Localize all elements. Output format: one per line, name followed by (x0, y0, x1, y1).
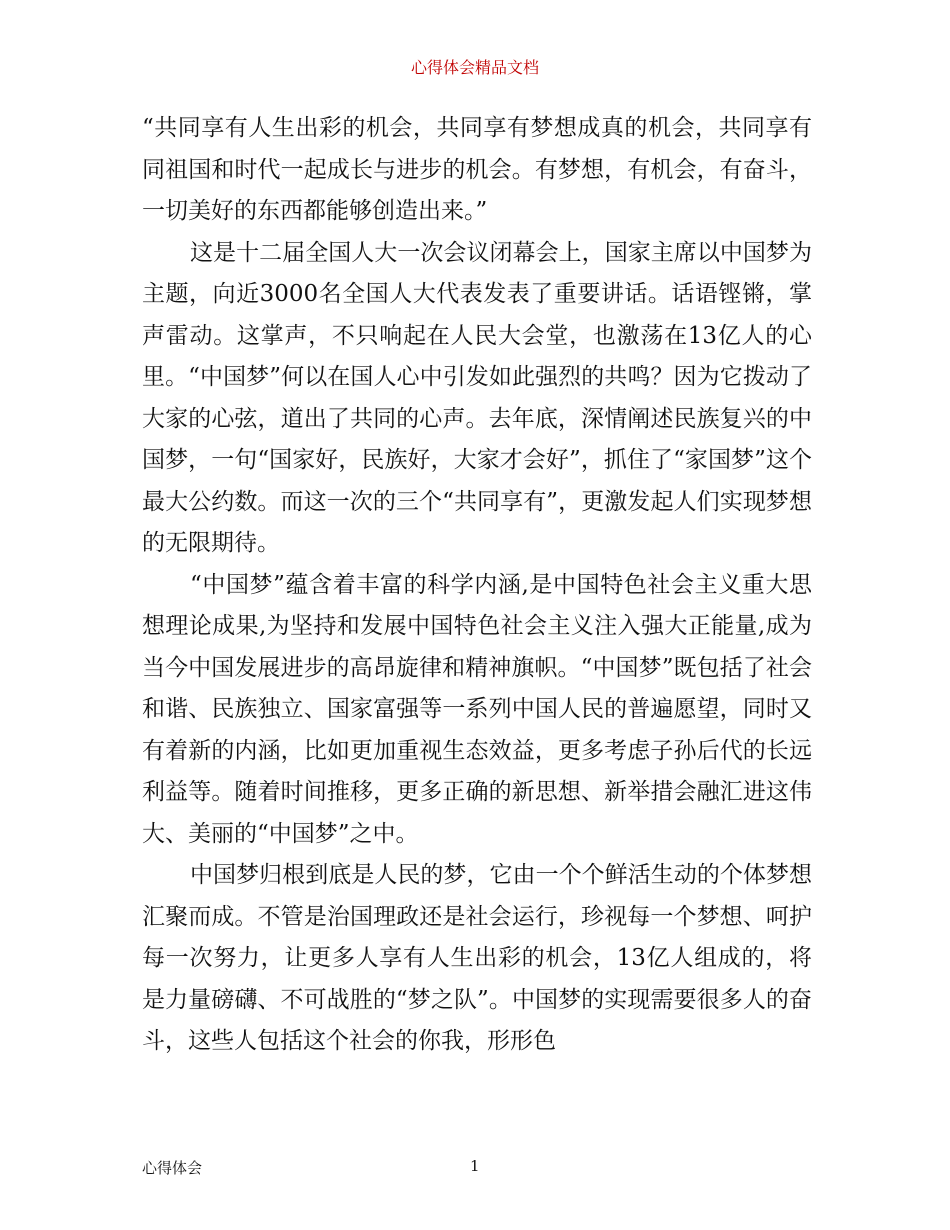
footer-label: 心得体会 (142, 1159, 203, 1177)
paragraph-quote: “共同享有人生出彩的机会，共同享有梦想成真的机会，共同享有同祖国和时代一起成长与进步的机会。有梦想，有机会，有奋斗，一切美好的东西都能够创造出来。” (142, 115, 812, 224)
page-number: 1 (470, 1157, 480, 1175)
paragraph-people-dream: 中国梦归根到底是人民的梦，它由一个个鲜活生动的个体梦想汇聚而成。不管是治国理政还是社会运行，珍视每一个梦想、呵护每一次努力，让更多人享有人生出彩的机会，13亿人组成的，将是力量磅礴、不可战胜的“梦之队”。中国梦的实现需要很多人的奋斗，这些人包括这个社会的你我，形形色 (142, 862, 812, 1054)
header-title: 心得体会精品文档 (410, 58, 539, 77)
document-body (142, 108, 812, 1063)
paragraph-speech: 这是十二届全国人大一次会议闭幕会上，国家主席以中国梦为主题，向近3000名全国人大代表发表了重要讲话。话语铿锵，掌声雷动。这掌声，不只响起在人民大会堂，也激荡在13亿人的心里。“中国梦”何以在国人心中引发如此强烈的共鸣？因为它拨动了大家的心弦，道出了共同的心声。去年底，深情阐述民族复兴的中国梦，一句“国家好，民族好，大家才会好”，抓住了“家国梦”这个最大公约数。而这一次的三个“共同享有”，更激发起人们实现梦想的无限期待。 (142, 239, 812, 556)
paragraph-connotation: “中国梦”蕴含着丰富的科学内涵,是中国特色社会主义重大思想理论成果,为坚持和发展中国特色社会主义注入强大正能量,成为当今中国发展进步的高昂旋律和精神旗帜。“中国梦”既包括了社会和谐、民族独立、国家富强等一系列中国人民的普遍愿望，同时又有着新的内涵，比如更加重视生态效益，更多考虑子孙后代的长远利益等。随着时间推移，更多正确的新思想、新举措会融汇进这伟大、美丽的“中国梦”之中。 (142, 571, 812, 847)
